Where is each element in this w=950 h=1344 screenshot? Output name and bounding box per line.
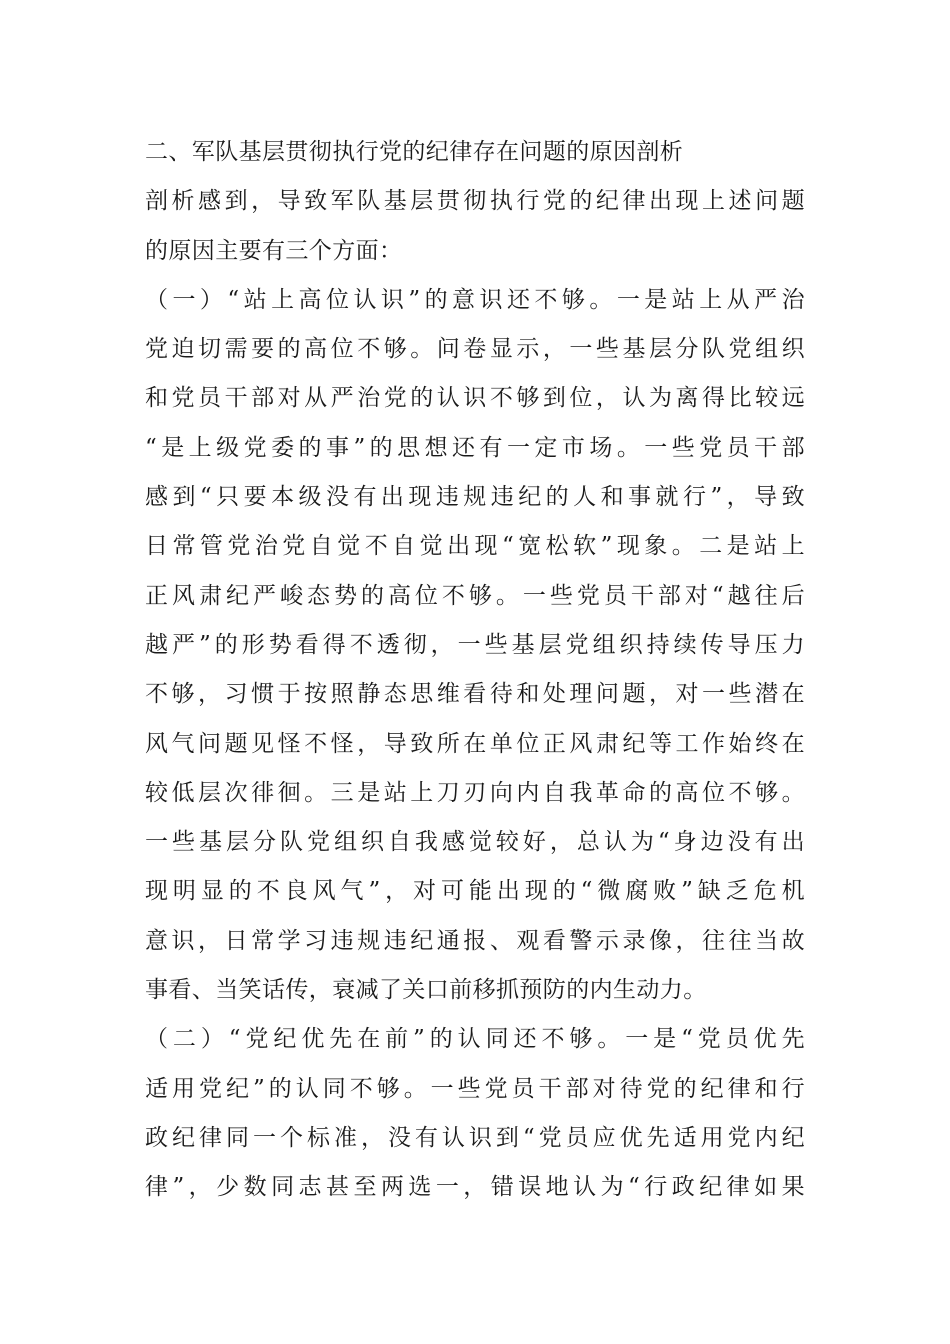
subsection-heading-2: （二）“党纪优先在前”的认同还不够。一是“党员优先 xyxy=(145,1026,805,1053)
text-line-5: 和党员干部对从严治党的认识不够到位，认为离得比较远 xyxy=(145,385,805,412)
text-line-15: 现明显的不良风气”，对可能出现的“微腐败”缺乏危机 xyxy=(145,878,805,905)
text-line-11: 不够，习惯于按照静态思维看待和处理问题，对一些潜在 xyxy=(145,681,805,708)
subsection-heading-1: （一）“站上高位认识”的意识还不够。一是站上从严治 xyxy=(145,286,805,313)
text-line-4: 党迫切需要的高位不够。问卷显示，一些基层分队党组织 xyxy=(145,336,805,363)
text-line-20: 政纪律同一个标准，没有认识到“党员应优先适用党内纪 xyxy=(145,1124,805,1151)
text-line-2: 的原因主要有三个方面： xyxy=(145,237,403,264)
text-line-9: 正风肃纪严峻态势的高位不够。一些党员干部对“越往后 xyxy=(145,582,805,609)
text-line-6: “是上级党委的事”的思想还有一定市场。一些党员干部 xyxy=(145,434,805,461)
text-line-19: 适用党纪”的认同不够。一些党员干部对待党的纪律和行 xyxy=(145,1075,805,1102)
text-line-1: 剖析感到，导致军队基层贯彻执行党的纪律出现上述问题 xyxy=(145,188,805,215)
text-line-16: 意识，日常学习违规违纪通报、观看警示录像，往往当故 xyxy=(145,927,805,954)
text-line-10: 越严”的形势看得不透彻，一些基层党组织持续传导压力 xyxy=(145,631,805,658)
text-line-21: 律”，少数同志甚至两选一，错误地认为“行政纪律如果 xyxy=(145,1174,805,1201)
text-line-12: 风气问题见怪不怪，导致所在单位正风肃纪等工作始终在 xyxy=(145,730,805,757)
text-line-17: 事看、当笑话传，衰减了关口前移抓预防的内生动力。 xyxy=(145,977,707,1004)
text-line-8: 日常管党治党自觉不自觉出现“宽松软”现象。二是站上 xyxy=(145,533,805,560)
section-heading: 二、军队基层贯彻执行党的纪律存在问题的原因剖析 xyxy=(145,139,684,165)
text-line-14: 一些基层分队党组织自我感觉较好，总认为“身边没有出 xyxy=(145,829,805,856)
text-line-13: 较低层次徘徊。三是站上刀刃向内自我革命的高位不够。 xyxy=(145,779,805,806)
text-line-7: 感到“只要本级没有出现违规违纪的人和事就行”，导致 xyxy=(145,484,805,511)
document-body xyxy=(145,128,805,1213)
